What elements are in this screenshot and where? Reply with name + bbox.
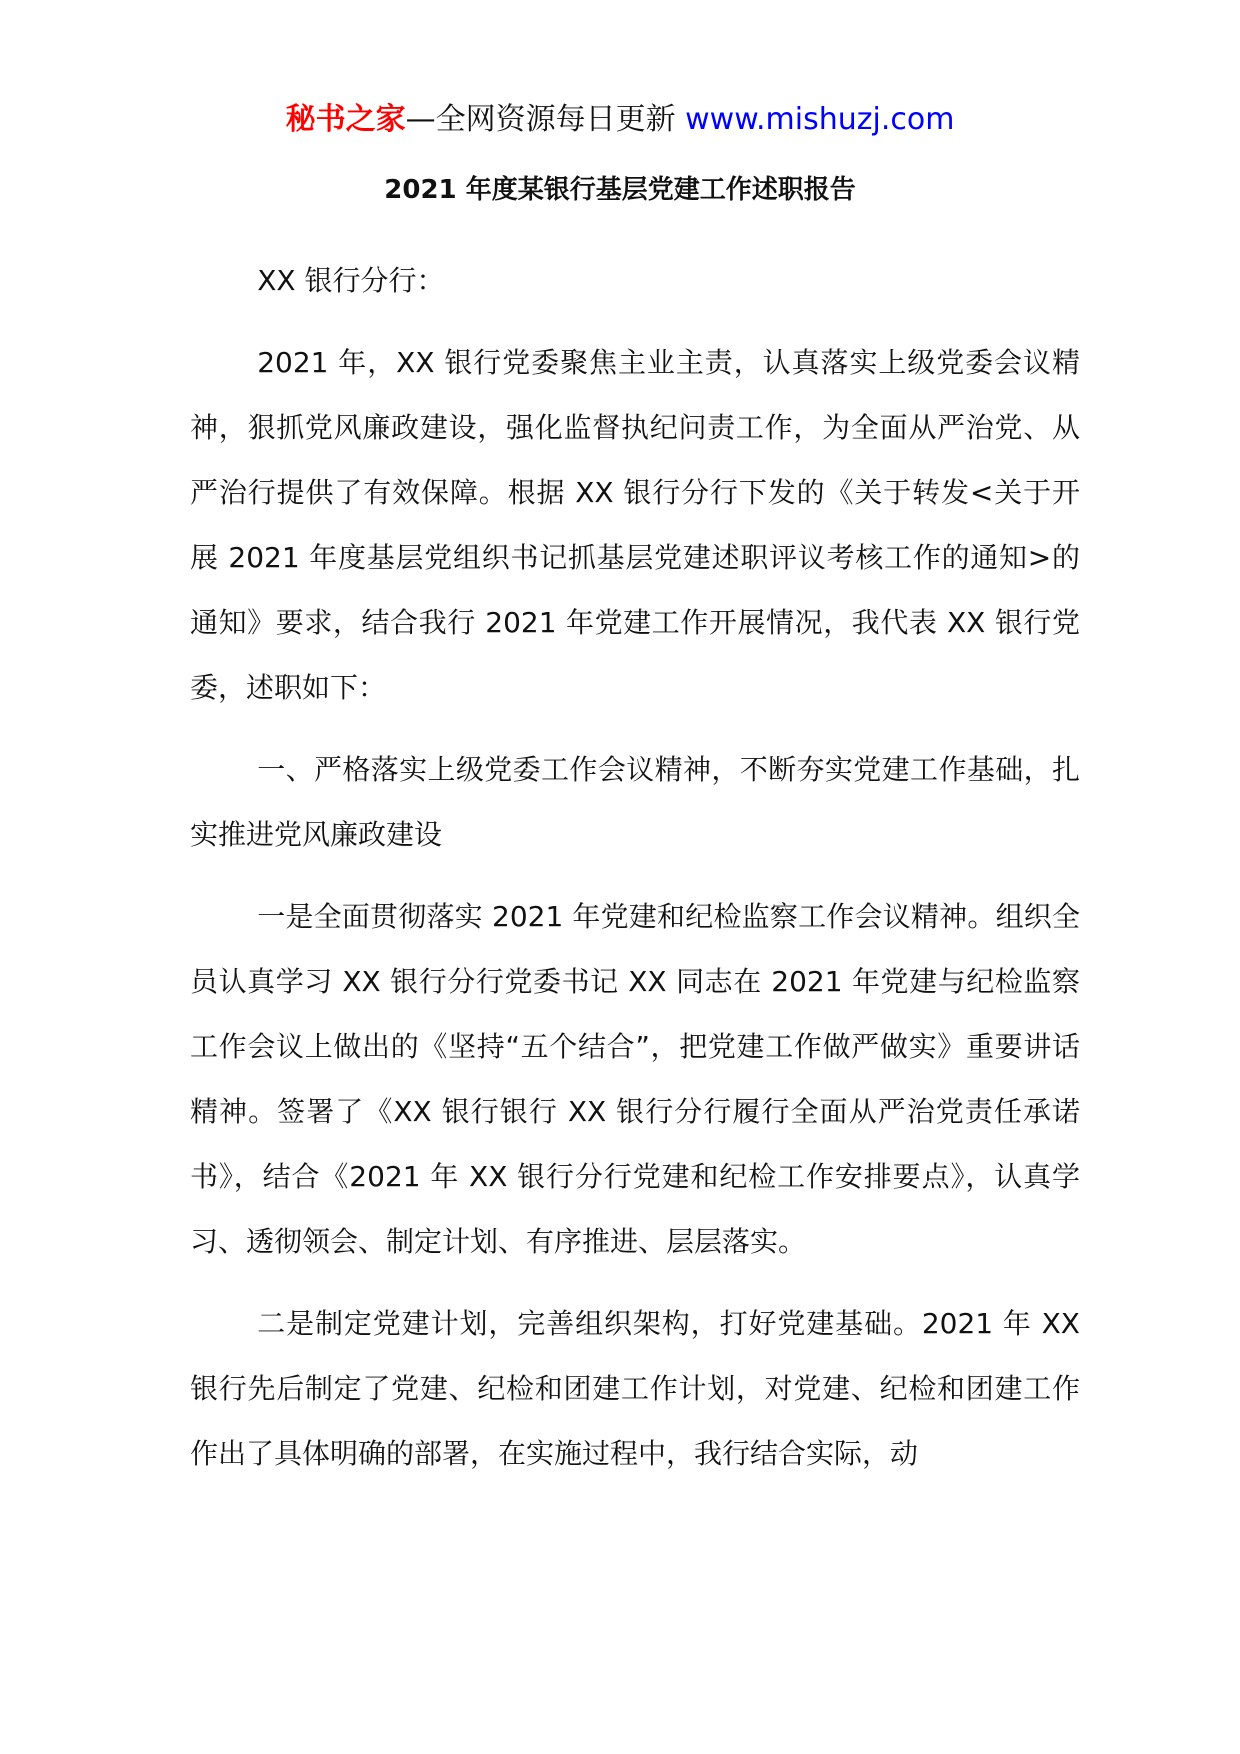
document-body [190, 248, 1080, 1503]
body-paragraph: 一是全面贯彻落实 2021 年党建和纪检监察工作会议精神。组织全员认真学习 XX 银行分行党委书记 XX 同志在 2021 年党建与纪检监察工作会议上做出的《坚持“五个结合”，把党建工作做严做实》重要讲话精神。签署了《XX 银行银行 XX 银行分行履行全面从严治党责任承诺书》，结合《2021 年 XX 银行分行党建和纪检工作安排要点》，认真学习、透彻领会、制定计划、有序推进、层层落实。 [190, 900, 1080, 1258]
document-title: 2021 年度某银行基层党建工作述职报告 [384, 175, 856, 205]
body-paragraph: 二是制定党建计划，完善组织架构，打好党建基础。2021 年 XX 银行先后制定了党建、纪检和团建工作计划，对党建、纪检和团建工作作出了具体明确的部署，在实施过程中，我行结合实际，动 [190, 1307, 1080, 1470]
salutation-paragraph: XX 银行分行： [257, 264, 445, 297]
section-heading: 一、严格落实上级党委工作会议精神，不断夯实党建工作基础，扎实推进党风廉政建设 [190, 753, 1080, 851]
body-paragraph: 2021 年，XX 银行党委聚焦主业主责，认真落实上级党委会议精神，狠抓党风廉政建设，强化监督执纪问责工作，为全面从严治党、从严治行提供了有效保障。根据 XX 银行分行下发的《关于转发<关于开展 2021 年度基层党组织书记抓基层党建述职评议考核工作的通知>的通知》要求，结合我行 2021 年党建工作开展情况，我代表 XX 银行党委，述职如下： [190, 346, 1080, 704]
brand-name: 秘书之家 [285, 102, 406, 137]
header-tagline: —全网资源每日更新 [405, 102, 676, 137]
site-header [0, 100, 1240, 140]
site-link[interactable]: www.mishuzj.com [685, 102, 955, 137]
